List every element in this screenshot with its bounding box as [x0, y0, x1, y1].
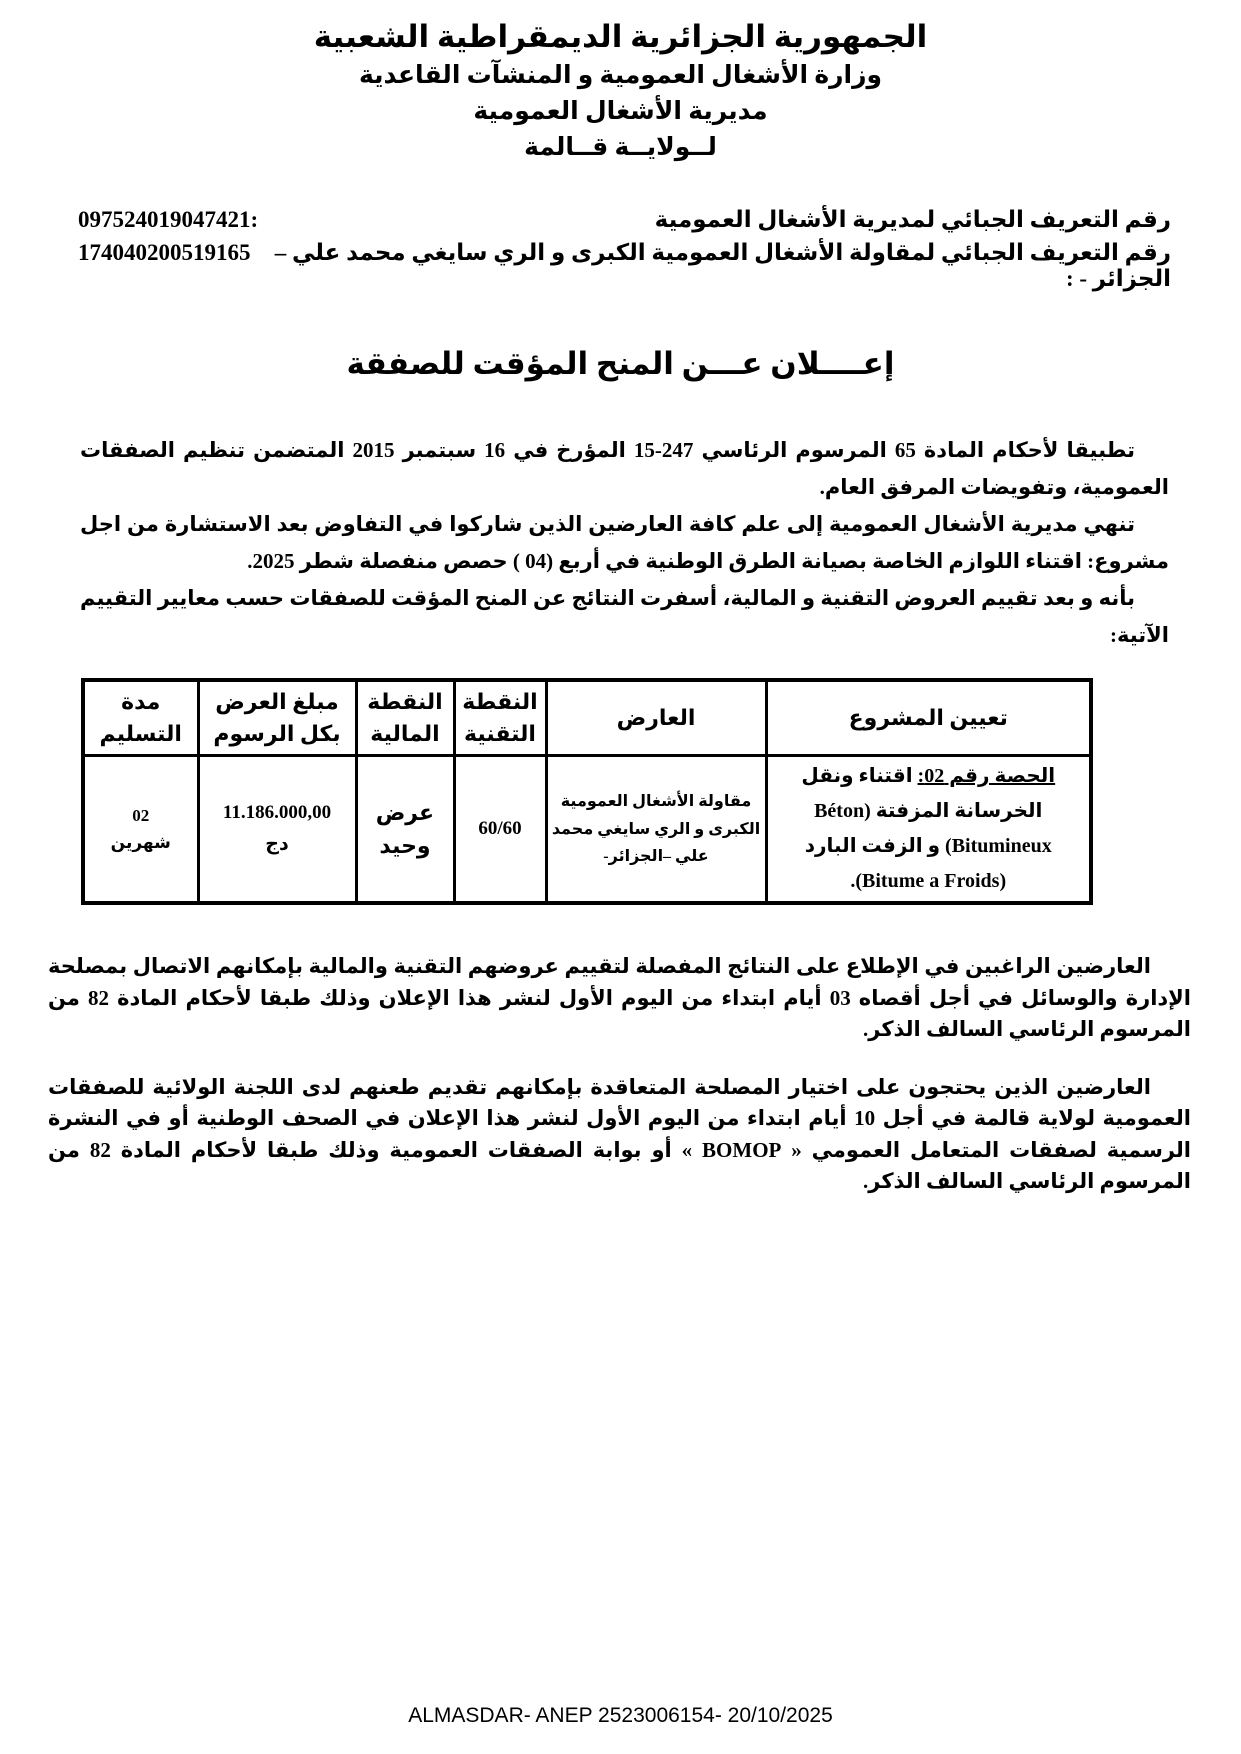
cell-delivery-period — [83, 756, 198, 904]
note-consultation-paragraph: العارضين الراغبين في الإطلاع على النتائج المفصلة لتقييم عروضهم التقنية والمالية بإمكانهم الاتصال بمصلحة الإدارة والوسائل في أجل أقصاه 03 أيام ابتداء من اليوم الأول لنشر هذا الإعلان وذلك طبقا لأحكام المادة 82 من المرسوم الرئاسي السالف الذكر. — [48, 954, 1192, 1042]
col-header-project: تعيين المشروع — [766, 680, 1091, 756]
letterhead — [0, 0, 1241, 167]
award-table-wrapper — [85, 678, 1093, 906]
cell-technical-score: 60/60 — [454, 756, 546, 904]
offer-amount-currency: دج — [265, 834, 289, 856]
cell-bidder-name: مقاولة الأشغال العمومية الكبرى و الري سايغي محمد علي –الجزائر- — [546, 756, 766, 904]
col-header-financial-score: النقطة المالية — [356, 680, 454, 756]
table-row — [83, 756, 1091, 904]
note-appeal-paragraph: العارضين الذين يحتجون على اختيار المصلحة المتعاقدة بإمكانهم تقديم طعنهم لدى اللجنة الولائية للصفقات العمومية لولاية قالمة في أجل 10 أيام ابتداء من اليوم الأول لنشر هذا الإعلان في الصحف الوطنية أو في النشرة الرسمية لصفقات المتعامل العمومي « BOMOP » أو بوابة الصفقات العمومية وذلك طبقا لأحكام المادة 82 من المرسوم الرئاسي السالف الذكر. — [48, 1074, 1191, 1194]
tax-id-directorate-value: :097524019047421 — [78, 206, 259, 232]
lot-description: اقتناء ونقل الخرسانة المزفتة (Béton Bitumineux) و الزفت البارد (Bitume a Froids). — [801, 765, 1052, 893]
ministry-name: وزارة الأشغال العمومية و المنشآت القاعدية — [358, 61, 883, 89]
publication-reference: ALMASDAR- ANEP 2523006154- 20/10/2025 — [408, 1704, 833, 1727]
intro-paragraph-project: تنهي مديرية الأشغال العمومية إلى علم كافة العارضين الذين شاركوا في التفاوض بعد الاستشارة من اجل مشروع: اقتناء اللوازم الخاصة بصيانة الطرق الوطنية في أربع (04 ) حصص منفصلة شطر 2025. — [80, 511, 1169, 573]
col-header-delivery-period: مدة التسليم — [83, 680, 198, 756]
financial-score-value: عرض وحيد — [375, 800, 434, 859]
notes-section — [0, 951, 1241, 1198]
col-header-bidder: العارض — [546, 680, 766, 756]
col-header-offer-amount: مبلغ العرض بكل الرسوم — [198, 680, 356, 756]
cell-offer-amount — [198, 756, 356, 904]
table-header-row — [83, 680, 1091, 756]
intro-paragraph-results: بأنه و بعد تقييم العروض التقنية و المالية، أسفرت النتائج عن المنح المؤقت للصفقات حسب معايير التقييم الآتية: — [80, 585, 1169, 647]
lot-number-label: الحصة رقم 02: — [917, 765, 1056, 788]
republic-name: الجمهورية الجزائرية الديمقراطية الشعبية — [313, 19, 928, 54]
tax-id-contractor-label: رقم التعريف الجبائي لمقاولة الأشغال العمومية الكبرى و الري سايغي محمد علي –الجزائر - : — [274, 239, 1171, 291]
delivery-period-unit: شهرين — [110, 833, 171, 853]
offer-amount-value: 11.186.000,00 — [222, 801, 332, 823]
tax-id-directorate-label: رقم التعريف الجبائي لمديرية الأشغال العمومية — [654, 206, 1171, 232]
tax-id-directorate — [78, 207, 1171, 233]
cell-financial-score — [356, 756, 454, 904]
wilaya-name: لــولايــة قــالمة — [524, 134, 717, 162]
delivery-period-value: 02 — [132, 805, 150, 825]
intro-paragraph-legal-basis: تطبيقا لأحكام المادة 65 المرسوم الرئاسي 247-15 المؤرخ في 16 سبتمبر 2015 المتضمن تنظيم الصفقات العمومية، وتفويضات المرفق العام. — [80, 437, 1169, 499]
tax-id-contractor — [78, 240, 1171, 292]
tax-id-contractor-value: 174040200519165 — [78, 239, 251, 265]
intro-section — [0, 432, 1241, 654]
award-results-table — [81, 678, 1093, 906]
col-header-technical-score: النقطة التقنية — [454, 680, 546, 756]
page-title: إعــــلان عـــن المنح المؤقت للصفقة — [346, 345, 895, 381]
tax-id-section — [0, 207, 1241, 292]
directorate-name: مديرية الأشغال العمومية — [473, 98, 768, 126]
cell-project-designation — [766, 756, 1091, 904]
